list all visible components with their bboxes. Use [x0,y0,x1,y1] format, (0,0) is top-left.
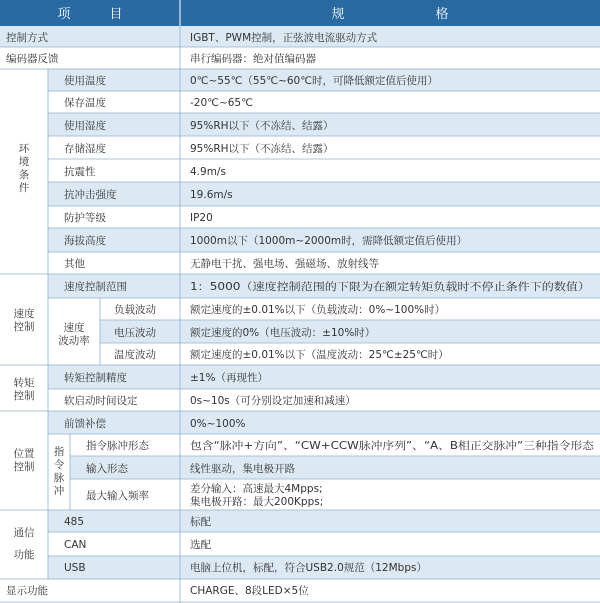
value-env-humidity: 95%RH以下（不冻结、结露） [190,120,334,132]
label-can: CAN [64,539,87,551]
svg-text:功能: 功能 [13,549,35,561]
value-usb: 电脑上位机，标配，符合USB2.0规范（12Mbps） [190,562,427,574]
value-protection: IP20 [190,212,213,224]
label-altitude: 海拔高度 [64,235,106,247]
value-rs485: 标配 [190,516,211,528]
value-max-freq-2: 集电极开路：最大200Kpps; [190,496,324,508]
value-shock: 19.6m/s [190,189,233,201]
value-voltage-fluct: 额定速度的0%（电压波动：±10%时） [190,327,376,339]
svg-text:冲: 冲 [53,485,65,497]
svg-text:脉: 脉 [53,472,65,484]
svg-text:波动率: 波动率 [58,335,90,347]
label-usb: USB [64,562,86,574]
value-feedforward: 0%~100% [190,418,246,430]
svg-text:令: 令 [53,459,65,471]
svg-text:控制: 控制 [13,461,35,473]
value-control-mode: IGBT、PWM控制，正弦波电流驱动方式 [190,32,378,44]
table-header [0,0,600,26]
header-item: 项 目 [57,7,123,22]
value-can: 选配 [190,539,211,551]
svg-text:通信: 通信 [13,527,35,539]
value-speed-range: 1：5000（速度控制范围的下限为在额定转矩负载时不停止条件下的数值） [190,281,539,293]
svg-text:速度: 速度 [63,322,85,334]
svg-text:指: 指 [53,446,65,458]
value-encoder: 串行编码器：绝对值编码器 [190,53,316,65]
label-env-temp: 使用温度 [64,75,106,87]
value-display: CHARGE、8段LED×5位 [190,585,309,597]
group-position-control [14,448,35,473]
group-environment [19,143,30,194]
label-speed-range: 速度控制范围 [64,281,127,293]
label-storage-temp: 保存温度 [64,97,106,109]
label-voltage-fluct: 电压波动 [114,327,156,339]
svg-text:位置: 位置 [13,448,35,460]
label-rs485: 485 [64,516,85,528]
header-spec: 规 格 [331,7,449,22]
value-soft-start: 0s~10s（可分别设定加速和减速） [190,395,356,407]
value-torque-accuracy: ±1%（再现性） [190,372,268,384]
value-pulse-form: 包含“脉冲+方向”、“CW+CCW脉冲序列”、“A、B相正交脉冲”三种指令形态 [190,440,550,452]
svg-text:转矩: 转矩 [13,377,35,389]
value-altitude: 1000m以下（1000m~2000m时，需降低额定值后使用） [190,235,468,247]
value-temp-fluct: 额定速度的±0.01%以下（温度波动：25℃±25℃时） [190,349,449,361]
label-encoder: 编码器反馈 [6,53,59,65]
label-soft-start: 软启动时间设定 [64,395,138,407]
label-shock: 抗冲击强度 [64,189,117,201]
label-display: 显示功能 [6,585,48,597]
label-protection: 防护等级 [64,212,106,224]
value-storage-temp: -20℃~65℃ [190,97,253,109]
label-vibration: 抗震性 [64,166,96,178]
value-input-form: 线性驱动，集电极开路 [190,463,295,475]
label-pulse-form: 指令脉冲形态 [86,440,149,452]
label-other: 其他 [64,258,85,270]
value-env-temp: 0℃~55℃（55℃~60℃时，可降低额定值后使用） [190,75,439,87]
value-vibration: 4.9m/s [190,166,226,178]
value-other: 无静电干扰、强电场、强磁场、放射线等 [190,258,379,270]
label-load-fluct: 负载波动 [114,304,156,316]
label-feedforward: 前馈补偿 [64,418,106,430]
label-control-mode: 控制方式 [6,32,48,44]
value-storage-humidity: 95%RH以下（不冻结、结露） [190,143,334,155]
value-max-freq-1: 差分输入：高速最大4Mpps; [190,483,323,495]
value-load-fluct: 额定速度的±0.01%以下（负载波动：0%~100%时） [190,304,446,316]
svg-text:境: 境 [18,156,30,168]
svg-text:件: 件 [18,182,30,194]
label-env-humidity: 使用湿度 [64,120,106,132]
svg-text:控制: 控制 [13,321,35,333]
svg-text:控制: 控制 [13,390,35,402]
svg-text:环: 环 [18,143,30,155]
label-storage-humidity: 存储湿度 [64,143,106,155]
svg-text:条: 条 [18,169,30,181]
svg-text:速度: 速度 [13,308,35,320]
label-temp-fluct: 温度波动 [114,349,156,361]
label-input-form: 输入形态 [86,463,128,475]
label-torque-accuracy: 转矩控制精度 [64,372,127,384]
label-max-freq: 最大输入频率 [86,490,149,502]
